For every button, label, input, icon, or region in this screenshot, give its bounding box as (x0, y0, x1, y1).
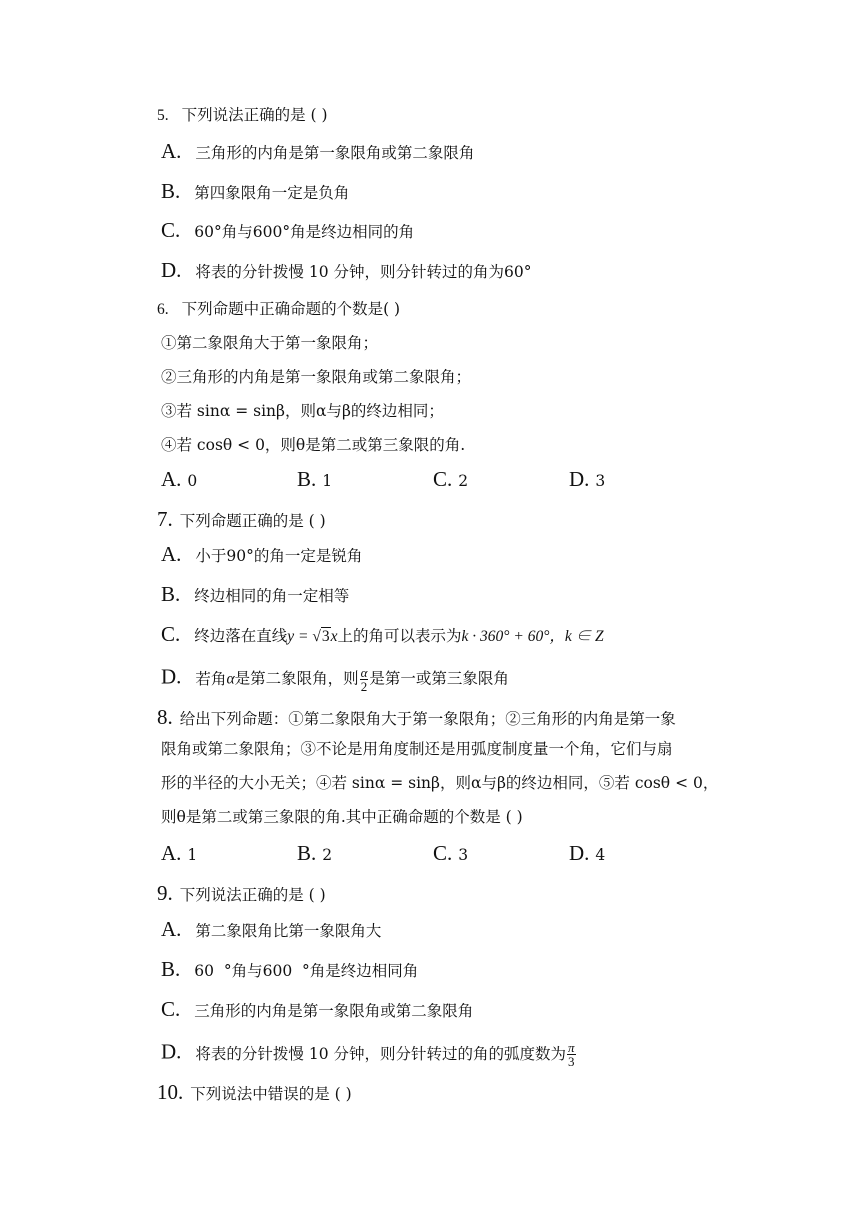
option-text-before: 若角 (195, 669, 227, 688)
question-text: 给出下列命题：①第二象限角大于第一象限角；②三角形的内角是第一象 (179, 710, 676, 728)
question-8-option-a (161, 843, 197, 865)
question-8-option-d (569, 843, 605, 865)
fraction-denominator: 3 (568, 1054, 575, 1069)
fraction-numerator: π (568, 1040, 575, 1055)
question-9-option-d (161, 1041, 577, 1068)
option-letter: B. (161, 582, 181, 606)
option-text-after: 上的角可以表示为 (337, 627, 462, 645)
option-text: 2 (458, 472, 469, 490)
question-6-option-c (433, 469, 468, 491)
option-letter: D. (161, 664, 182, 689)
question-number: 10. (157, 1080, 184, 1104)
question-number: 9. (157, 881, 173, 905)
option-text: 4 (595, 846, 606, 864)
option-text: 1 (187, 846, 198, 864)
question-6-option-b (297, 469, 332, 491)
option-text: 第二象限角比第一象限角大 (195, 922, 382, 940)
fraction-denominator: 2 (360, 679, 368, 694)
question-6-option-d (569, 469, 605, 491)
option-letter: C. (161, 622, 181, 646)
question-number: 5. (157, 107, 169, 124)
option-letter: B. (161, 957, 181, 981)
option-text: 三角形的内角是第一象限角或第二象限角 (194, 1002, 474, 1020)
question-10-stem (157, 1082, 352, 1104)
math-variable: x (330, 628, 338, 645)
question-8-stem-line-4: 则θ是第二或第三象限的角.其中正确命题的个数是 ( ) (161, 808, 523, 826)
option-text: 3 (458, 846, 469, 864)
question-6-option-a (161, 469, 197, 491)
option-text-before: 终边落在直线 (194, 627, 288, 645)
radicand: 3 (321, 628, 330, 645)
question-8-stem-line-3: 形的半径的大小无关；④若 sinα = sinβ，则α与β的终边相同，⑤若 cosθ < 0， (161, 774, 719, 792)
question-6-item-3: ③若 sinα = sinβ，则α与β的终边相同； (161, 402, 444, 420)
question-5-option-d (161, 260, 531, 282)
option-text: 终边相同的角一定相等 (194, 587, 350, 605)
question-6-stem (157, 299, 400, 320)
question-6-item-1: ①第二象限角大于第一象限角； (161, 334, 379, 352)
option-letter: D. (569, 841, 590, 865)
square-root: √3 (312, 628, 330, 645)
option-letter: C. (433, 467, 453, 491)
option-letter: D. (161, 258, 182, 282)
question-text: 下列说法正确的是 ( ) (179, 886, 326, 904)
option-text: 第四象限角一定是负角 (194, 184, 350, 202)
option-letter: A. (161, 542, 182, 566)
question-9-stem (157, 883, 326, 905)
option-letter: A. (161, 467, 182, 491)
option-letter: C. (433, 841, 453, 865)
question-number: 6. (157, 301, 169, 318)
question-9-option-b (161, 959, 418, 981)
option-letter: B. (297, 841, 317, 865)
math-expression: k · 360° + 60°，k ∈ Z (461, 628, 604, 645)
option-text-after: 是第一或第三象限角 (369, 669, 509, 688)
option-letter: D. (161, 1039, 182, 1064)
question-5-option-b (161, 181, 349, 203)
question-8-option-c (433, 843, 468, 865)
question-7-option-b (161, 584, 349, 606)
option-letter: A. (161, 917, 182, 941)
question-7-option-d (161, 666, 509, 693)
question-text: 下列命题中正确命题的个数是( ) (181, 300, 401, 318)
option-text-mid: 是第二象限角，则 (234, 669, 359, 688)
question-text: 下列说法中错误的是 ( ) (190, 1085, 352, 1103)
question-8-stem-line-2: 限角或第二象限角；③不论是用角度制还是用弧度制度量一个角，它们与扇 (161, 740, 673, 758)
option-letter: A. (161, 139, 182, 163)
question-6-item-4: ④若 cosθ < 0，则θ是第二或第三象限的角. (161, 436, 466, 454)
question-9-option-a (161, 919, 381, 941)
question-text: 下列说法正确的是 ( ) (181, 106, 328, 124)
question-7-option-a (161, 544, 362, 566)
question-5-stem (157, 105, 328, 126)
option-text: 60°角与600°角是终边相同的角 (194, 223, 415, 241)
fraction (567, 1041, 576, 1068)
option-letter: C. (161, 997, 181, 1021)
question-number: 7. (157, 507, 173, 531)
option-text: 小于90°的角一定是锐角 (195, 547, 363, 565)
option-text: 2 (322, 846, 333, 864)
option-letter: C. (161, 218, 181, 242)
option-text: 将表的分针拨慢 10 分钟，则分针转过的角为60° (195, 263, 532, 281)
question-8-stem-line-1 (157, 707, 676, 729)
option-text: 0 (187, 472, 198, 490)
question-5-option-a (161, 141, 474, 163)
option-letter: B. (161, 179, 181, 203)
question-7-option-c (161, 624, 604, 647)
option-letter: B. (297, 467, 317, 491)
option-text: 60 °角与600 °角是终边相同角 (194, 962, 419, 980)
option-text-before: 将表的分针拨慢 10 分钟，则分针转过的角的弧度数为 (195, 1044, 567, 1063)
question-8-option-b (297, 843, 332, 865)
question-6-item-2: ②三角形的内角是第一象限角或第二象限角； (161, 368, 472, 386)
question-number: 8. (157, 705, 173, 729)
math-equation: y = (287, 628, 313, 645)
fraction (360, 666, 369, 693)
option-letter: A. (161, 841, 182, 865)
option-letter: D. (569, 467, 590, 491)
question-7-stem (157, 509, 326, 531)
option-text: 1 (322, 472, 333, 490)
option-text: 3 (595, 472, 606, 490)
question-5-option-c (161, 220, 414, 242)
question-text: 下列命题正确的是 ( ) (179, 512, 326, 530)
fraction-numerator: α (360, 665, 368, 680)
question-9-option-c (161, 999, 473, 1021)
math-variable: α (226, 670, 235, 688)
option-text: 三角形的内角是第一象限角或第二象限角 (195, 144, 475, 162)
